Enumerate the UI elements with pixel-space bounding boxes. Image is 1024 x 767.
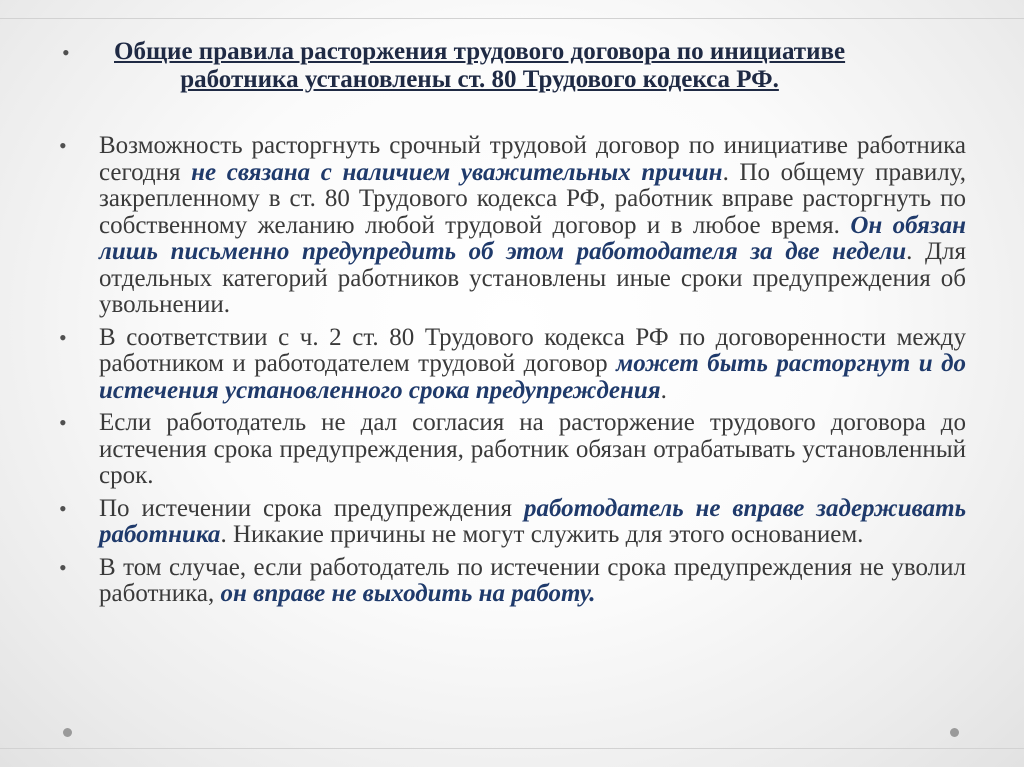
emphasized-text: Он обязан лишь письменно предупредить об этом работодателя за две недели bbox=[99, 211, 966, 265]
decorative-dot-left bbox=[63, 728, 72, 737]
bullet-icon: • bbox=[59, 133, 67, 158]
title-bullet-icon: • bbox=[62, 40, 70, 65]
bullet-item bbox=[58, 325, 966, 405]
bullet-item bbox=[58, 410, 966, 490]
bullet-text bbox=[99, 325, 966, 405]
title-line-2: работника установлены ст. 80 Трудового кодекса РФ. bbox=[180, 66, 779, 93]
emphasized-text: работодатель не вправе задерживать работника bbox=[99, 494, 966, 548]
bullet-icon: • bbox=[59, 410, 67, 435]
body-text: . Никакие причины не могут служить для этого основанием. bbox=[220, 521, 864, 548]
emphasized-text: не связана с наличием уважительных причин bbox=[191, 158, 723, 186]
title-line-1: Общие правила расторжения трудового договора по инициативе bbox=[114, 38, 846, 65]
bullet-text bbox=[99, 555, 966, 608]
bullet-icon: • bbox=[59, 495, 67, 521]
title-text bbox=[114, 38, 845, 94]
bullet-item bbox=[58, 496, 966, 549]
bullet-list bbox=[58, 133, 966, 614]
bullet-icon: • bbox=[59, 554, 67, 580]
bullet-text bbox=[99, 410, 966, 490]
body-text: В соответствии с ч. 2 ст. 80 Трудового кодекса РФ по договоренности между работником и работодателем трудовой договор bbox=[99, 323, 966, 377]
decorative-dot-right bbox=[950, 728, 959, 737]
slide-title bbox=[62, 38, 962, 94]
emphasized-text: может быть расторгнут и до истечения установленного срока предупреждения bbox=[99, 350, 966, 404]
body-text: . Для отдельных категорий работников установлены иные сроки предупреждения об увольнении. bbox=[99, 238, 967, 318]
body-text: По истечении срока предупреждения bbox=[99, 494, 524, 522]
bullet-item bbox=[58, 555, 966, 608]
bottom-border-line bbox=[0, 748, 1024, 749]
bullet-text bbox=[99, 133, 966, 319]
body-text: . bbox=[660, 376, 667, 404]
bullet-text bbox=[99, 496, 966, 549]
body-text: В том случае, если работодатель по истечении срока предупреждения не уволил работника, bbox=[99, 553, 966, 607]
body-text: Если работодатель не дал согласия на расторжение трудового договора до истечения срока предупреждения, работник обязан отрабатывать установленный срок. bbox=[99, 409, 966, 489]
top-border-line bbox=[0, 18, 1024, 19]
body-text: Возможность расторгнуть срочный трудовой договор по инициативе работника сегодня bbox=[99, 132, 966, 186]
body-text: . По общему правилу, закрепленному в ст. 80 Трудового кодекса РФ, работник вправе расторгнуть по собственному желанию любой трудовой договор и в любое время. bbox=[99, 158, 966, 239]
bullet-item bbox=[58, 133, 966, 319]
bullet-icon: • bbox=[59, 324, 67, 350]
emphasized-text: он вправе не выходить на работу. bbox=[220, 580, 596, 607]
